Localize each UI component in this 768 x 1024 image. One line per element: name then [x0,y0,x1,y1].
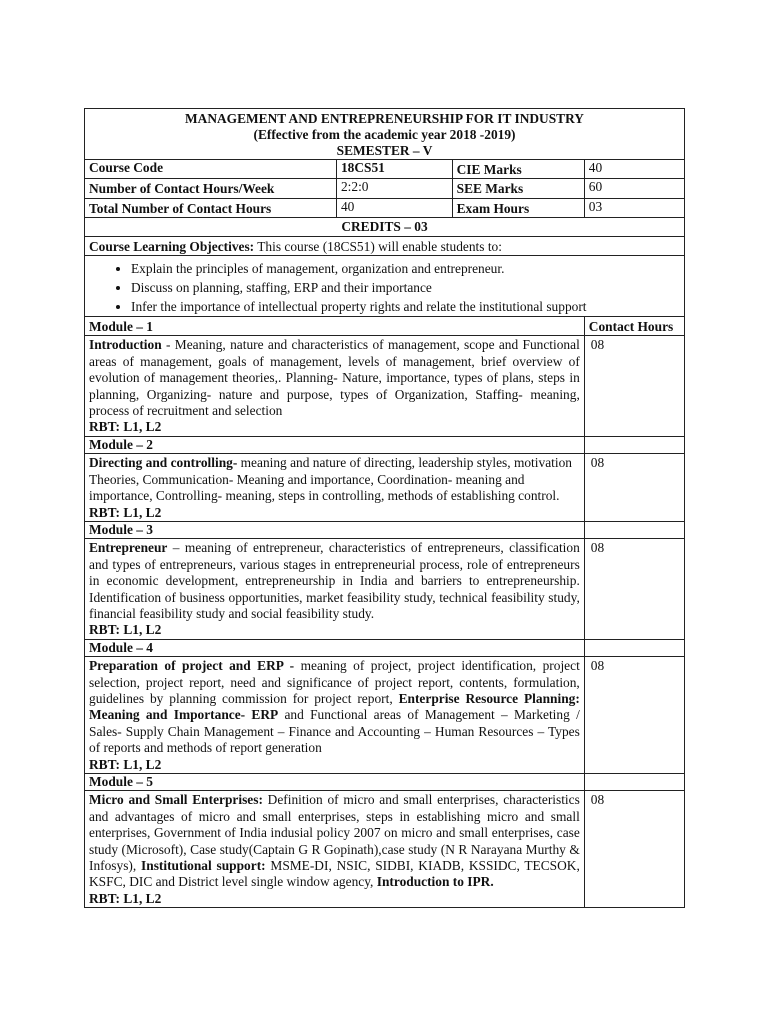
module-heading: Directing and controlling- [89,455,238,471]
module-header-row [85,521,685,538]
module-content [85,454,585,522]
module-header-blank [584,774,684,791]
module-body-row [85,454,685,522]
module-title: Module – 3 [85,521,585,538]
module-rbt: RBT: L1, L2 [89,504,162,520]
objectives-cell [85,236,685,255]
objectives-list [89,259,680,316]
exam-hours-value: 03 [584,198,684,217]
module-content [85,336,585,436]
objective-item: • Explain the principles of management, organization and entrepreneur. [131,259,680,278]
module-content [85,791,585,908]
module-content [85,657,585,774]
module-text: MSME-DI, NSIC, SIDBI, KIADB, KSSIDC, TECSOK, KSFC, DIC and District level single window agency, [89,858,580,890]
module-title: Module – 1 [85,317,585,336]
total-contact-row [85,198,685,217]
contact-week-value: 2:2:0 [336,179,452,198]
module-rbt: RBT: L1, L2 [89,419,162,435]
exam-hours-label: Exam Hours [452,198,584,217]
module-heading: Introduction [89,337,162,353]
module-header-blank [584,639,684,656]
module-heading: Preparation of project and ERP - [89,658,295,674]
objectives-list-row [85,256,685,317]
module-subheading: Introduction to IPR. [376,874,494,890]
module-heading: Entrepreneur [89,540,168,556]
contact-hours-header: Contact Hours [584,317,684,336]
module-header-row [85,774,685,791]
cie-value: 40 [584,160,684,179]
module-hours: 08 [584,791,684,908]
module-text: Definition of micro and small enterprises, characteristics and advantages of micro and small enterprises, steps in establishing micro and small enterprises, Government of India indusial policy 2007 on micro and small enterprises, case study (Microsoft), Case study(Captain G R Gopinath),case study (N R Narayana Murthy & Infosys), [89,792,580,874]
title-row [85,109,685,160]
module-text: and Functional areas of Management – Marketing / Sales- Supply Chain Management – Finance and Accounting – Human Resources – Types of reports and methods of report generation [89,707,580,756]
module-hours: 08 [584,657,684,774]
module-title: Module – 2 [85,436,585,453]
credits: CREDITS – 03 [85,218,685,236]
module-body-row [85,336,685,436]
module-text: – meaning of entrepreneur, characteristics of entrepreneurs, classification and types of entrepreneurs, various stages in entrepreneurial process, role of entrepreneurs in economic development, entrepreneurship in India and barriers to entrepreneurship. Identification of business opportunities, market feasibility study, technical feasibility study, financial feasibility study and social feasibility study. [89,540,580,621]
module-title: Module – 4 [85,639,585,656]
effective-year: (Effective from the academic year 2018 -2019) [253,127,516,142]
module-header-row [85,317,685,336]
module-rbt: RBT: L1, L2 [89,756,162,772]
module-header-row [85,436,685,453]
module-body-row [85,539,685,639]
module-text: meaning of project, project identification, project selection, project report, need and significance of project report, contents, formulation, guidelines by planning commission for project report, [89,658,580,706]
module-heading: Micro and Small Enterprises: [89,792,263,808]
contact-week-row [85,179,685,198]
module-body-row [85,657,685,774]
course-code-label: Course Code [85,160,337,179]
module-subheading: Institutional support: [141,858,266,874]
module-hours: 08 [584,336,684,436]
module-text: meaning and nature of directing, leadership styles, motivation Theories, Communication- Meaning and importance, Coordination- meaning and importance, Controlling- meaning, steps in controlling, methods of establishing control. [89,455,572,504]
syllabus-table [84,108,685,908]
objectives-row [85,236,685,255]
title-cell [85,109,685,160]
syllabus-sheet [84,108,685,908]
objectives-list-cell [85,256,685,317]
total-contact-value: 40 [336,198,452,217]
contact-week-label: Number of Contact Hours/Week [85,179,337,198]
module-title: Module – 5 [85,774,585,791]
module-header-row [85,639,685,656]
module-subheading: Enterprise Resource Planning: Meaning and Importance- ERP [89,690,580,723]
course-code-value: 18CS51 [336,160,452,179]
objectives-label: Course Learning Objectives: [89,238,255,254]
semester: SEMESTER – V [336,143,433,158]
objective-item: • Infer the importance of intellectual property rights and relate the institutional support [131,297,680,316]
module-hours: 08 [584,454,684,522]
objectives-intro: This course (18CS51) will enable students to: [254,238,502,254]
see-label: SEE Marks [452,179,584,198]
module-text: - Meaning, nature and characteristics of management, scope and Functional areas of management, goals of management, levels of management, brief overview of evolution of management theories,. Planning- Nature, importance, types of plans, steps in planning, Organizing- nature and purpose, types of Organization, Staffing- meaning, process of recruitment and selection [89,337,580,419]
course-code-row [85,160,685,179]
module-content [85,539,585,639]
objective-item: • Discuss on planning, staffing, ERP and their importance [131,278,680,297]
course-title: MANAGEMENT AND ENTREPRENEURSHIP FOR IT INDUSTRY [185,111,584,126]
total-contact-label: Total Number of Contact Hours [85,198,337,217]
module-hours: 08 [584,539,684,639]
see-value: 60 [584,179,684,198]
module-rbt: RBT: L1, L2 [89,622,162,638]
module-header-blank [584,521,684,538]
cie-label: CIE Marks [452,160,584,179]
module-body-row [85,791,685,908]
module-header-blank [584,436,684,453]
module-rbt: RBT: L1, L2 [89,890,162,906]
credits-row [85,218,685,236]
